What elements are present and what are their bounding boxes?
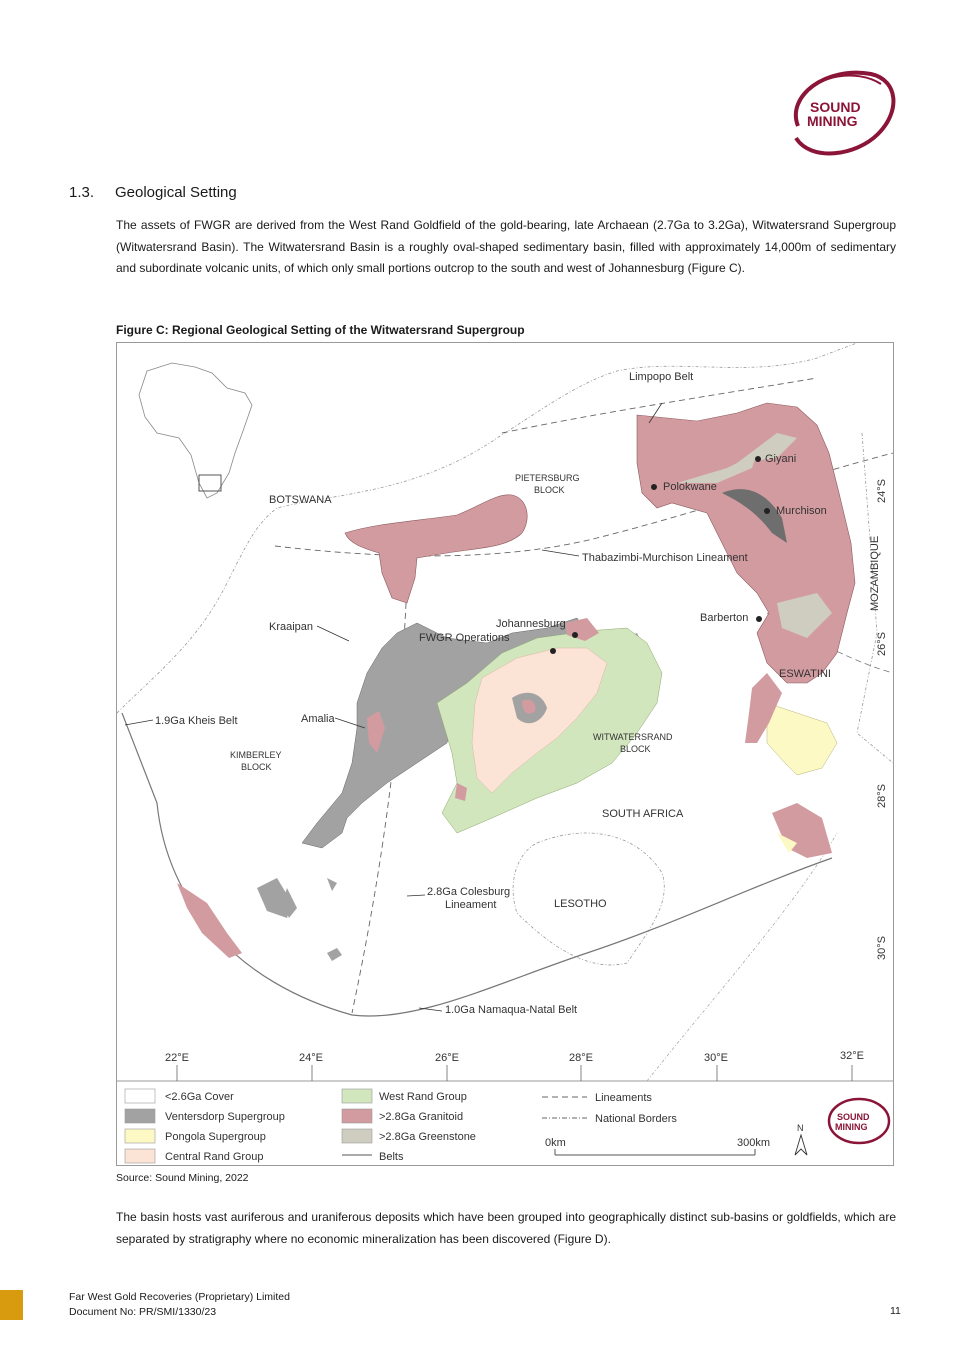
- page-side-tab: [0, 1290, 23, 1320]
- section-number: 1.3.: [69, 184, 95, 201]
- legend-lineaments: Lineaments: [595, 1092, 652, 1104]
- label-pietersburg-1: PIETERSBURG: [515, 473, 580, 483]
- label-colesburg-1: 2.8Ga Colesburg: [427, 886, 511, 898]
- section-heading: [69, 184, 237, 201]
- legend-label: >2.8Ga Greenstone: [379, 1131, 476, 1143]
- paragraph-2: The basin hosts vast auriferous and uraniferous deposits which have been grouped into geographically distinct sub-basins or goldfields, which are separated by stratigraphy where no economic mineralization has been discovered (Figure D).: [116, 1210, 896, 1246]
- svg-text:MINING: MINING: [835, 1122, 868, 1132]
- label-kheis-belt: 1.9Ga Kheis Belt: [155, 715, 238, 727]
- paragraph-1: The assets of FWGR are derived from the West Rand Goldfield of the gold-bearing, late Archaean (2.7Ga to 3.2Ga), Witwatersrand Supergroup (Witwatersrand Basin). The Witwatersrand Basin is a roughly oval-shaped sedimentary basin, filled with approximately 14,000m of sedimentary and subordinate volcanic units, of which only small portions outcrop to the south and west of Johannesburg (Figure C).: [116, 218, 896, 275]
- scale-start: 0km: [545, 1137, 566, 1149]
- north-label: N: [797, 1123, 804, 1133]
- label-kraaipan: Kraaipan: [269, 621, 314, 633]
- legend-label: Belts: [379, 1151, 404, 1163]
- label-amalia: Amalia: [301, 713, 335, 725]
- label-eswatini: ESWATINI: [779, 668, 831, 680]
- footer-document-number: Document No: PR/SMI/1330/23: [69, 1306, 217, 1318]
- label-mozambique: MOZAMBIQUE: [869, 535, 881, 611]
- label-pietersburg-2: BLOCK: [534, 485, 565, 495]
- svg-text:SOUND: SOUND: [810, 99, 861, 115]
- label-lesotho: LESOTHO: [554, 898, 607, 910]
- label-witwatersrand-1: WITWATERSRAND: [593, 732, 673, 742]
- legend-label: Ventersdorp Supergroup: [165, 1111, 285, 1123]
- label-limpopo-belt: Limpopo Belt: [629, 371, 694, 383]
- map-legend: [125, 1089, 889, 1163]
- lon-label: 24°E: [299, 1052, 323, 1064]
- footer: [69, 1290, 290, 1320]
- svg-text:MINING: MINING: [807, 113, 858, 129]
- lon-label: 22°E: [165, 1052, 189, 1064]
- figure-caption: Figure C: Regional Geological Setting of the Witwatersrand Supergroup: [116, 323, 525, 337]
- sound-mining-logo: [786, 66, 898, 158]
- page-number: 11: [890, 1305, 901, 1317]
- label-fwgr-operations: FWGR Operations: [419, 632, 510, 644]
- lon-label: 32°E: [840, 1050, 864, 1062]
- label-colesburg-2: Lineament: [445, 899, 497, 911]
- label-thabazimbi: Thabazimbi-Murchison Lineament: [582, 552, 748, 564]
- north-arrow-icon: [795, 1135, 807, 1155]
- label-namaqua-natal: 1.0Ga Namaqua-Natal Belt: [445, 1004, 578, 1016]
- legend-national-borders: National Borders: [595, 1113, 677, 1125]
- footer-company: Far West Gold Recoveries (Proprietary) Limited: [69, 1291, 290, 1303]
- label-murchison: Murchison: [776, 505, 827, 517]
- lat-label: 26°S: [876, 632, 888, 656]
- geological-map: [117, 343, 893, 1165]
- lon-label: 26°E: [435, 1052, 459, 1064]
- section-title: Geological Setting: [115, 184, 237, 201]
- lat-label: 28°S: [876, 784, 888, 808]
- label-barberton: Barberton: [700, 612, 749, 624]
- legend-label: Pongola Supergroup: [165, 1131, 266, 1143]
- lat-label: 24°S: [876, 479, 888, 503]
- label-kimberley-2: BLOCK: [241, 762, 272, 772]
- sound-mining-small-logo: [829, 1099, 889, 1143]
- legend-label: <2.6Ga Cover: [165, 1091, 234, 1103]
- lon-label: 30°E: [704, 1052, 728, 1064]
- legend-label: >2.8Ga Granitoid: [379, 1111, 464, 1123]
- legend-label: Central Rand Group: [165, 1151, 264, 1163]
- lat-label: 30°S: [876, 936, 888, 960]
- scale-end: 300km: [737, 1137, 771, 1149]
- label-south-africa: SOUTH AFRICA: [602, 808, 684, 820]
- label-polokwane: Polokwane: [663, 481, 717, 493]
- label-botswana: BOTSWANA: [269, 494, 332, 506]
- label-witwatersrand-2: BLOCK: [620, 744, 651, 754]
- label-kimberley-1: KIMBERLEY: [230, 750, 282, 760]
- label-giyani: Giyani: [765, 453, 797, 465]
- geological-map-figure: [116, 342, 894, 1166]
- label-johannesburg: Johannesburg: [496, 618, 566, 630]
- lon-label: 28°E: [569, 1052, 593, 1064]
- legend-label: West Rand Group: [379, 1091, 467, 1103]
- svg-text:SOUND: SOUND: [837, 1112, 870, 1122]
- figure-source: Source: Sound Mining, 2022: [116, 1172, 249, 1184]
